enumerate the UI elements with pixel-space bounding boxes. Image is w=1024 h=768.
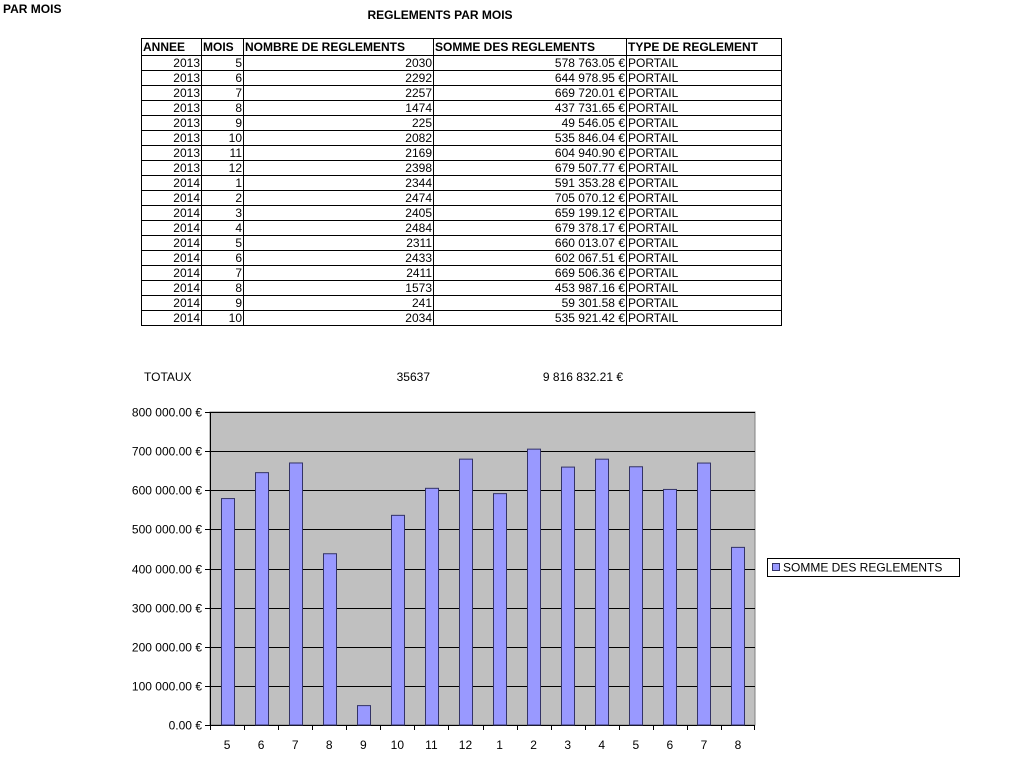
table-row: [142, 131, 782, 146]
bar: [324, 554, 337, 725]
header-mois: MOIS: [202, 39, 244, 56]
cell-somme: 59 301.58 €: [434, 296, 627, 311]
cell-nombre: 2344: [244, 176, 434, 191]
cell-type: PORTAIL: [627, 56, 782, 71]
bar: [460, 459, 473, 725]
cell-somme: 453 987.16 €: [434, 281, 627, 296]
cell-nombre: 2474: [244, 191, 434, 206]
table-row: [142, 281, 782, 296]
cell-nombre: 2257: [244, 86, 434, 101]
y-tick-label: 200 000.00 €: [131, 640, 202, 655]
cell-annee: 2014: [142, 296, 202, 311]
cell-type: PORTAIL: [627, 221, 782, 236]
legend-label: SOMME DES REGLEMENTS: [783, 560, 943, 575]
cell-mois: 10: [202, 131, 244, 146]
table-header-row: [142, 39, 782, 56]
cell-nombre: 2411: [244, 266, 434, 281]
cell-nombre: 2169: [244, 146, 434, 161]
cell-somme: 669 506.36 €: [434, 266, 627, 281]
payments-table: [141, 38, 782, 326]
header-somme: SOMME DES REGLEMENTS: [434, 39, 627, 56]
totals-sum: 9 816 832.21 €: [542, 370, 623, 384]
cell-somme: 437 731.65 €: [434, 101, 627, 116]
cell-somme: 644 978.95 €: [434, 71, 627, 86]
cell-annee: 2013: [142, 86, 202, 101]
cell-nombre: 2484: [244, 221, 434, 236]
cell-type: PORTAIL: [627, 86, 782, 101]
table-row: [142, 146, 782, 161]
y-tick-label: 600 000.00 €: [131, 483, 202, 498]
cell-nombre: 2030: [244, 56, 434, 71]
table-row: [142, 71, 782, 86]
bar: [358, 706, 371, 725]
cell-annee: 2013: [142, 56, 202, 71]
payments-bar-chart: [0, 395, 1024, 765]
cell-type: PORTAIL: [627, 176, 782, 191]
cell-mois: 5: [202, 236, 244, 251]
cell-annee: 2014: [142, 206, 202, 221]
x-tick-label: 5: [632, 738, 640, 752]
table-row: [142, 206, 782, 221]
cell-nombre: 2398: [244, 161, 434, 176]
cell-annee: 2014: [142, 191, 202, 206]
cell-annee: 2014: [142, 311, 202, 326]
cell-type: PORTAIL: [627, 236, 782, 251]
cell-nombre: 1573: [244, 281, 434, 296]
cell-somme: 535 846.04 €: [434, 131, 627, 146]
bar: [426, 488, 439, 725]
cell-mois: 12: [202, 161, 244, 176]
cell-annee: 2013: [142, 146, 202, 161]
cell-nombre: 225: [244, 116, 434, 131]
cell-annee: 2014: [142, 176, 202, 191]
header-annee: ANNEE: [142, 39, 202, 56]
x-tick-label: 6: [666, 738, 674, 752]
cell-mois: 6: [202, 251, 244, 266]
y-tick-label: 800 000.00 €: [131, 405, 202, 420]
cell-annee: 2014: [142, 266, 202, 281]
y-tick-label: 100 000.00 €: [131, 679, 202, 694]
cell-somme: 578 763.05 €: [434, 56, 627, 71]
totals-label: TOTAUX: [144, 370, 192, 384]
cell-type: PORTAIL: [627, 161, 782, 176]
cell-somme: 604 940.90 €: [434, 146, 627, 161]
y-tick-label: 500 000.00 €: [131, 522, 202, 537]
table-row: [142, 191, 782, 206]
bar: [256, 473, 269, 725]
bar: [528, 449, 541, 725]
table-row: [142, 56, 782, 71]
cell-mois: 8: [202, 281, 244, 296]
x-tick-label: 5: [223, 738, 231, 752]
cell-somme: 679 507.77 €: [434, 161, 627, 176]
bar: [630, 467, 643, 725]
bar: [222, 499, 235, 725]
cell-mois: 4: [202, 221, 244, 236]
bar: [732, 547, 745, 725]
table-row: [142, 221, 782, 236]
cell-type: PORTAIL: [627, 311, 782, 326]
cell-annee: 2014: [142, 221, 202, 236]
cell-mois: 6: [202, 71, 244, 86]
cell-annee: 2013: [142, 101, 202, 116]
cell-type: PORTAIL: [627, 71, 782, 86]
cell-somme: 660 013.07 €: [434, 236, 627, 251]
table-row: [142, 266, 782, 281]
x-tick-label: 10: [390, 738, 405, 752]
cell-annee: 2013: [142, 71, 202, 86]
cell-annee: 2014: [142, 251, 202, 266]
cell-somme: 602 067.51 €: [434, 251, 627, 266]
bar: [664, 489, 677, 725]
cell-mois: 3: [202, 206, 244, 221]
table-row: [142, 251, 782, 266]
cell-type: PORTAIL: [627, 101, 782, 116]
cell-annee: 2013: [142, 131, 202, 146]
cell-somme: 591 353.28 €: [434, 176, 627, 191]
header-type: TYPE DE REGLEMENT: [627, 39, 782, 56]
bar: [596, 459, 609, 725]
table-row: [142, 176, 782, 191]
cell-type: PORTAIL: [627, 206, 782, 221]
cell-mois: 10: [202, 311, 244, 326]
cell-nombre: 2311: [244, 236, 434, 251]
cell-type: PORTAIL: [627, 116, 782, 131]
bar: [562, 467, 575, 725]
y-tick-label: 400 000.00 €: [131, 562, 202, 577]
table-row: [142, 236, 782, 251]
cell-annee: 2014: [142, 236, 202, 251]
x-tick-label: 2: [530, 738, 537, 752]
cell-nombre: 2433: [244, 251, 434, 266]
table-row: [142, 311, 782, 326]
x-tick-label: 1: [496, 738, 503, 752]
x-tick-label: 4: [598, 738, 606, 752]
cell-nombre: 1474: [244, 101, 434, 116]
cell-mois: 1: [202, 176, 244, 191]
x-tick-label: 7: [291, 738, 299, 752]
table-row: [142, 161, 782, 176]
totals-count: 35637: [396, 370, 430, 384]
x-tick-label: 11: [425, 738, 438, 752]
cell-annee: 2014: [142, 281, 202, 296]
x-tick-label: 8: [734, 738, 742, 752]
cell-somme: 669 720.01 €: [434, 86, 627, 101]
x-tick-label: 7: [700, 738, 708, 752]
y-tick-label: 700 000.00 €: [131, 444, 202, 459]
x-tick-label: 12: [458, 738, 473, 752]
cell-nombre: 2405: [244, 206, 434, 221]
cell-somme: 535 921.42 €: [434, 311, 627, 326]
cell-mois: 8: [202, 101, 244, 116]
cell-type: PORTAIL: [627, 266, 782, 281]
bar: [494, 494, 507, 725]
cell-somme: 679 378.17 €: [434, 221, 627, 236]
cell-nombre: 241: [244, 296, 434, 311]
cell-mois: 5: [202, 56, 244, 71]
cell-somme: 705 070.12 €: [434, 191, 627, 206]
cell-mois: 9: [202, 296, 244, 311]
y-tick-label: 0.00 €: [168, 718, 202, 733]
cell-nombre: 2292: [244, 71, 434, 86]
cell-somme: 49 546.05 €: [434, 116, 627, 131]
table-row: [142, 101, 782, 116]
report-title: REGLEMENTS PAR MOIS: [367, 8, 513, 22]
cell-mois: 11: [202, 146, 244, 161]
header-nombre: NOMBRE DE REGLEMENTS: [244, 39, 434, 56]
cell-nombre: 2082: [244, 131, 434, 146]
table-row: [142, 296, 782, 311]
cell-annee: 2013: [142, 161, 202, 176]
x-tick-label: 6: [257, 738, 265, 752]
x-tick-label: 8: [325, 738, 333, 752]
cell-annee: 2013: [142, 116, 202, 131]
x-tick-label: 3: [564, 738, 571, 752]
cell-mois: 7: [202, 86, 244, 101]
bar: [698, 463, 711, 725]
cell-mois: 2: [202, 191, 244, 206]
cell-type: PORTAIL: [627, 131, 782, 146]
cell-type: PORTAIL: [627, 296, 782, 311]
bar: [392, 515, 405, 725]
cell-mois: 7: [202, 266, 244, 281]
cell-mois: 9: [202, 116, 244, 131]
cell-type: PORTAIL: [627, 146, 782, 161]
cell-nombre: 2034: [244, 311, 434, 326]
cell-type: PORTAIL: [627, 251, 782, 266]
bar: [290, 463, 303, 725]
legend-swatch: [773, 564, 780, 571]
x-tick-label: 9: [359, 738, 367, 752]
cell-somme: 659 199.12 €: [434, 206, 627, 221]
y-tick-label: 300 000.00 €: [131, 601, 202, 616]
table-row: [142, 116, 782, 131]
corner-title: PAR MOIS: [3, 2, 62, 16]
cell-type: PORTAIL: [627, 281, 782, 296]
cell-type: PORTAIL: [627, 191, 782, 206]
table-row: [142, 86, 782, 101]
